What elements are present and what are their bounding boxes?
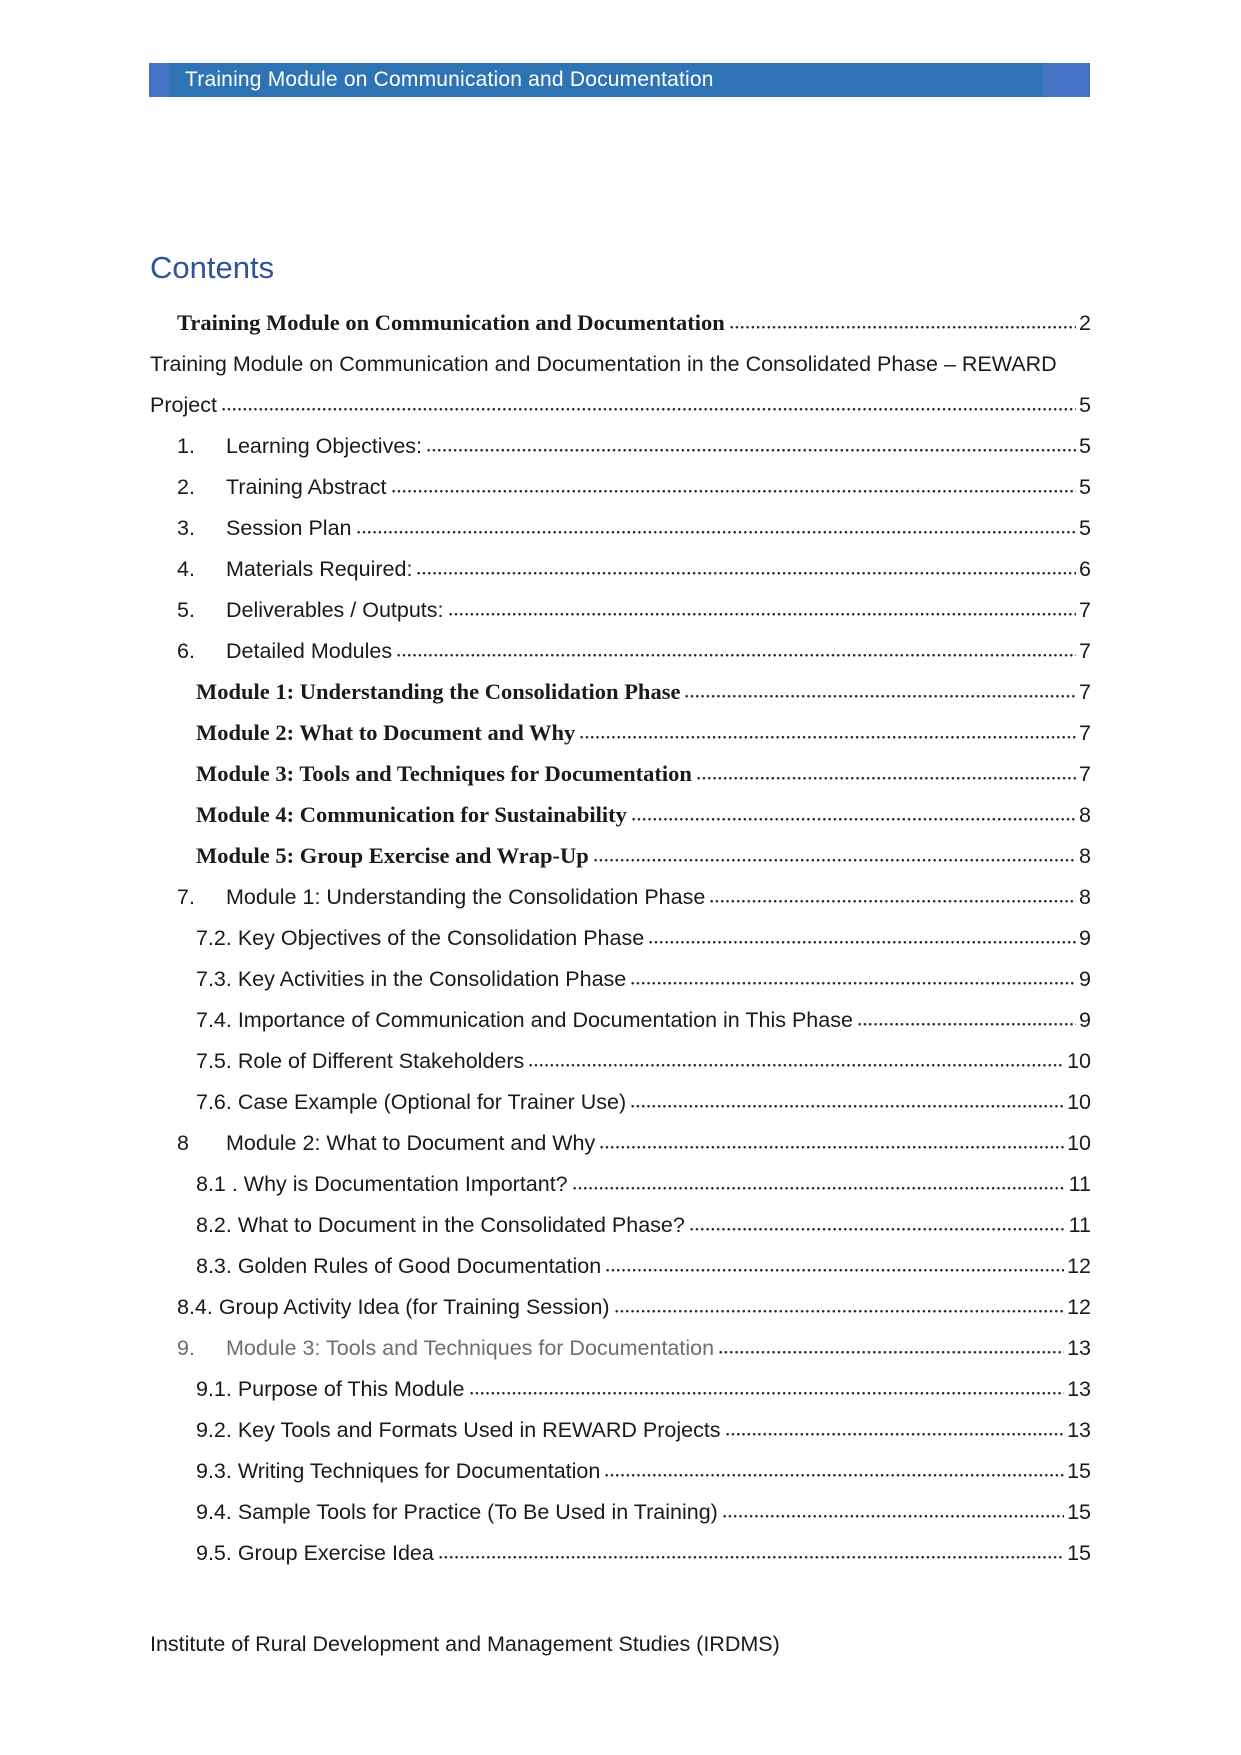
dot-leader — [614, 1308, 1064, 1314]
toc-entry-label: 8.3. Golden Rules of Good Documentation — [196, 1253, 602, 1278]
toc-entry[interactable] — [150, 1401, 1091, 1442]
toc-entry-label: Module 1: Understanding the Consolidation Phase — [226, 884, 706, 909]
toc-entry[interactable] — [150, 499, 1091, 540]
toc-entry[interactable] — [150, 1319, 1091, 1360]
toc-entry[interactable] — [150, 1196, 1091, 1237]
toc-page-number: 9 — [1079, 966, 1091, 991]
dot-leader — [593, 857, 1076, 863]
dot-leader — [696, 775, 1076, 781]
toc-entry-label: 7.5. Role of Different Stakeholders — [196, 1048, 525, 1073]
dot-leader — [689, 1226, 1066, 1232]
toc-entry[interactable] — [150, 991, 1091, 1032]
dot-leader — [684, 693, 1076, 699]
toc-entry-label: Module 5: Group Exercise and Wrap-Up — [196, 842, 589, 868]
toc-entry[interactable] — [150, 745, 1091, 786]
toc-page-number: 12 — [1067, 1294, 1091, 1319]
toc-entry[interactable] — [150, 950, 1091, 991]
toc-entry[interactable] — [150, 909, 1091, 950]
toc-entry-number: 7. — [177, 884, 195, 909]
dot-leader — [469, 1390, 1065, 1396]
dot-leader — [391, 488, 1077, 494]
toc-page-number: 8 — [1079, 802, 1091, 827]
toc-page-number: 5 — [1079, 515, 1091, 540]
toc-entry-label: Training Module on Communication and Documentation — [177, 309, 725, 335]
dot-leader — [857, 1021, 1076, 1027]
toc-entry[interactable] — [150, 1360, 1091, 1401]
dot-leader — [631, 816, 1076, 822]
toc-entry-label: Module 2: What to Document and Why — [196, 719, 576, 745]
toc-entry[interactable] — [150, 294, 1091, 335]
toc-page-number: 7 — [1079, 597, 1091, 622]
toc-entry[interactable] — [150, 417, 1091, 458]
dot-leader — [722, 1513, 1064, 1519]
toc-entry-label: 9.5. Group Exercise Idea — [196, 1540, 434, 1565]
dot-leader — [599, 1144, 1064, 1150]
dot-leader — [426, 447, 1076, 453]
dot-leader — [718, 1349, 1064, 1355]
toc-page-number: 11 — [1068, 1171, 1091, 1196]
toc-entry-label: Module 2: What to Document and Why — [226, 1130, 596, 1155]
toc-entry-number: 6. — [177, 638, 195, 663]
toc-entry-label: 7.3. Key Activities in the Consolidation Phase — [196, 966, 627, 991]
header-title: Training Module on Communication and Documentation — [185, 68, 714, 91]
toc-entry-number: 1. — [177, 433, 195, 458]
dot-leader — [572, 1185, 1066, 1191]
dot-leader — [356, 529, 1077, 535]
toc-entry-label: Module 3: Tools and Techniques for Documentation — [226, 1335, 715, 1360]
toc-page-number: 12 — [1067, 1253, 1091, 1278]
toc-entry[interactable] — [150, 1073, 1091, 1114]
page-footer: Institute of Rural Development and Management Studies (IRDMS) — [150, 1632, 780, 1656]
dot-leader — [630, 980, 1076, 986]
toc-entry-label: 9.3. Writing Techniques for Documentation — [196, 1458, 601, 1483]
toc-entry-label: Training Abstract — [226, 474, 387, 499]
toc-page-number: 11 — [1068, 1212, 1091, 1237]
toc-page-number: 5 — [1079, 392, 1091, 417]
page-header-bar — [149, 63, 1090, 97]
dot-leader — [438, 1554, 1064, 1560]
toc-entry-label: 9.1. Purpose of This Module — [196, 1376, 465, 1401]
toc-entry[interactable] — [150, 1524, 1091, 1565]
toc-page-number: 7 — [1079, 720, 1091, 745]
toc-page-number: 13 — [1067, 1417, 1091, 1442]
toc-page-number: 10 — [1067, 1130, 1091, 1155]
toc-page-number: 13 — [1067, 1335, 1091, 1360]
toc-entry[interactable] — [150, 1278, 1091, 1319]
toc-entry[interactable] — [150, 704, 1091, 745]
toc-entry-label: Session Plan — [226, 515, 352, 540]
toc-page-number: 15 — [1067, 1499, 1091, 1524]
contents-heading: Contents — [150, 250, 275, 285]
toc-entry[interactable] — [150, 1237, 1091, 1278]
toc-entry-label: Module 3: Tools and Techniques for Documentation — [196, 760, 692, 786]
toc-entry-label: 9.4. Sample Tools for Practice (To Be Used in Training) — [196, 1499, 718, 1524]
toc-page-number: 6 — [1079, 556, 1091, 581]
toc-entry-number: 5. — [177, 597, 195, 622]
toc-entry-label: Materials Required: — [226, 556, 413, 581]
toc-entry-label: 8.4. Group Activity Idea (for Training Session) — [177, 1294, 610, 1319]
toc-page-number: 5 — [1079, 474, 1091, 499]
toc-entry-number: 9. — [177, 1335, 195, 1360]
dot-leader — [605, 1267, 1064, 1273]
toc-page-number: 9 — [1079, 1007, 1091, 1032]
toc-page-number: 7 — [1079, 638, 1091, 663]
toc-entry[interactable] — [150, 827, 1091, 868]
toc-entry-label: Training Module on Communication and Documentation in the Consolidated Phase – REWARD — [150, 351, 1057, 376]
toc-page-number: 10 — [1067, 1089, 1091, 1114]
toc-entry[interactable] — [150, 581, 1091, 622]
toc-page-number: 15 — [1067, 1540, 1091, 1565]
toc-entry-label: 8.1 . Why is Documentation Important? — [196, 1171, 568, 1196]
toc-entry[interactable] — [150, 1483, 1091, 1524]
toc-page-number: 8 — [1079, 843, 1091, 868]
toc-page-number: 10 — [1067, 1048, 1091, 1073]
dot-leader — [729, 324, 1076, 330]
toc-entry-label: Deliverables / Outputs: — [226, 597, 444, 622]
toc-entry-label: Detailed Modules — [226, 638, 393, 663]
toc-entry-label: 7.4. Importance of Communication and Documentation in This Phase — [196, 1007, 853, 1032]
toc-page-number: 2 — [1079, 310, 1091, 335]
dot-leader — [709, 898, 1076, 904]
toc-entry[interactable] — [150, 786, 1091, 827]
dot-leader — [448, 611, 1077, 617]
toc-entry-label: 7.2. Key Objectives of the Consolidation Phase — [196, 925, 645, 950]
dot-leader — [396, 652, 1076, 658]
dot-leader — [648, 939, 1076, 945]
toc-entry[interactable] — [150, 1442, 1091, 1483]
toc-entry-label: 7.6. Case Example (Optional for Trainer Use) — [196, 1089, 627, 1114]
toc-page-number: 5 — [1079, 433, 1091, 458]
toc-entry[interactable] — [150, 868, 1091, 909]
toc-entry-number: 8 — [177, 1130, 189, 1155]
dot-leader — [725, 1431, 1065, 1437]
toc-entry[interactable] — [150, 1155, 1091, 1196]
toc-entry-label: Learning Objectives: — [226, 433, 422, 458]
header-accent-left — [149, 63, 170, 97]
dot-leader — [221, 406, 1076, 412]
dot-leader — [630, 1103, 1064, 1109]
toc-page-number: 13 — [1067, 1376, 1091, 1401]
toc-entry[interactable] — [150, 663, 1091, 704]
toc-entry-number: 2. — [177, 474, 195, 499]
header-accent-right — [1043, 63, 1090, 97]
toc-entry[interactable] — [150, 376, 1091, 417]
toc-entry-label: Project — [150, 392, 217, 417]
dot-leader — [579, 734, 1076, 740]
toc-entry-label: 8.2. What to Document in the Consolidated Phase? — [196, 1212, 685, 1237]
toc-page-number: 8 — [1079, 884, 1091, 909]
toc-page-number: 7 — [1079, 761, 1091, 786]
toc-entry[interactable] — [150, 458, 1091, 499]
toc-entry[interactable] — [150, 1114, 1091, 1155]
table-of-contents — [150, 294, 1091, 1565]
toc-page-number: 15 — [1067, 1458, 1091, 1483]
toc-entry-number: 4. — [177, 556, 195, 581]
dot-leader — [528, 1062, 1064, 1068]
toc-entry[interactable] — [150, 1032, 1091, 1073]
toc-entry[interactable] — [150, 540, 1091, 581]
toc-entry[interactable] — [150, 335, 1091, 376]
toc-entry-number: 3. — [177, 515, 195, 540]
toc-page-number: 9 — [1079, 925, 1091, 950]
toc-entry-label: Module 1: Understanding the Consolidation Phase — [196, 678, 681, 704]
dot-leader — [604, 1472, 1064, 1478]
toc-entry-label: Module 4: Communication for Sustainability — [196, 801, 627, 827]
dot-leader — [416, 570, 1076, 576]
toc-entry-label: 9.2. Key Tools and Formats Used in REWARD Projects — [196, 1417, 721, 1442]
toc-entry[interactable] — [150, 622, 1091, 663]
toc-page-number: 7 — [1079, 679, 1091, 704]
